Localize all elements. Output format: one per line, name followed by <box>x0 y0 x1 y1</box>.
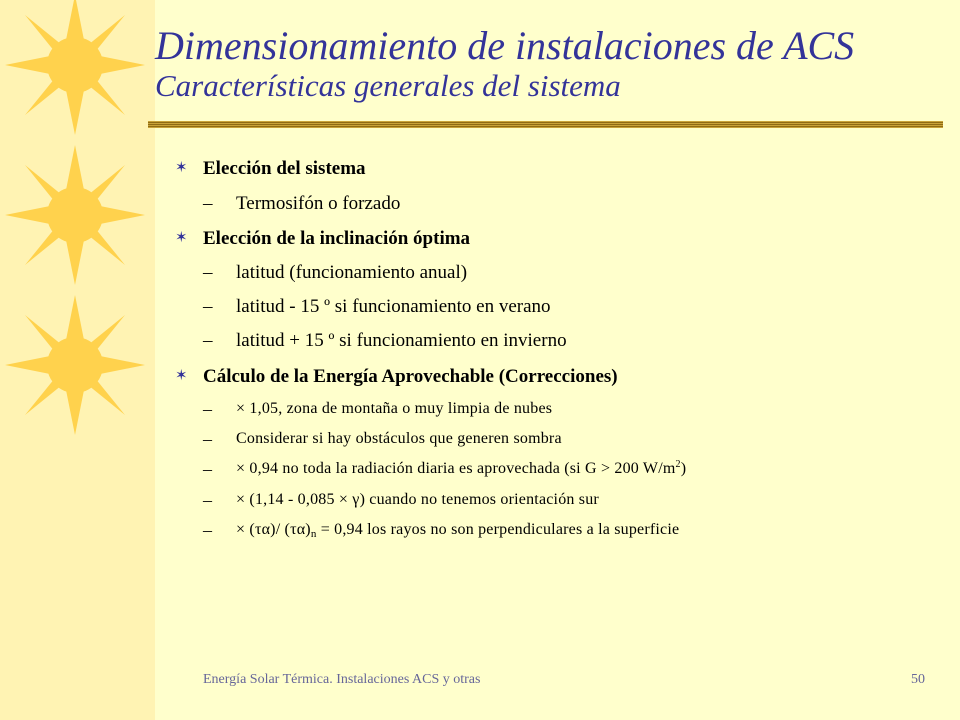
footer-text: Energía Solar Térmica. Instalaciones ACS y otras <box>203 672 481 687</box>
bullet-list: ✶ Elección del sistema – Termosifón o forzado ✶ Elección de la inclinación óptima – latitud (funcionamiento anual) – latitud - 15 º si funcionamiento en verano – latitud + 15 º si funcionamiento en invierno ✶ Cálculo de la Energía Aprovechable (Correcciones) – × 1,05, zona de montaña o muy limpia de nubes – Considerar si hay obstáculos que generen sombra – × 0,94 no toda la radiación diaria es aprovechada (si G > 200 $W/m^2$) – × (1,14 - 0,085 × γ) cuando no tenemos orientación sur – × (τα)/ $(\tau\alpha)_n = 0,94$ los rayos no son perpendiculares a la superficie <box>175 158 687 540</box>
asterisk-bullet-icon: ✶ <box>175 230 188 246</box>
slide-title-main: Dimensionamiento de instalaciones de ACS <box>155 23 855 68</box>
asterisk-bullet-icon: ✶ <box>175 160 188 176</box>
asterisk-bullet-icon: ✶ <box>175 368 188 384</box>
slide-subtitle: Características generales del sistema <box>155 68 621 103</box>
page-number: 50 <box>911 672 925 687</box>
